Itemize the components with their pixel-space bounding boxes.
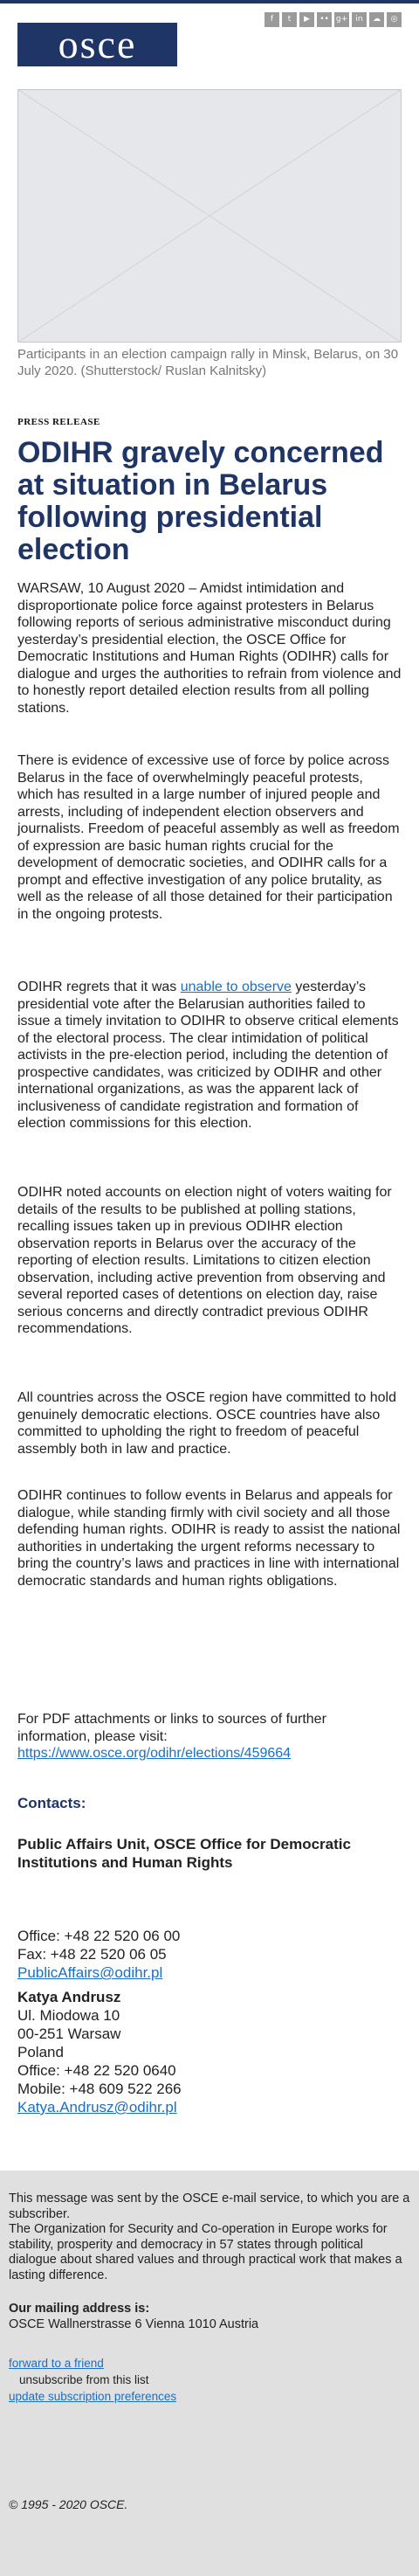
- public-affairs-contact: [17, 1798, 402, 1982]
- press-release-label: PRESS RELEASE: [17, 417, 100, 427]
- twitter-icon[interactable]: t: [282, 12, 297, 27]
- forward-to-friend-link[interactable]: forward to a friend: [9, 2357, 104, 2370]
- person-city: 00-251 Warsaw: [17, 2025, 121, 2042]
- hero-photo: [17, 89, 402, 343]
- person-contact: [17, 1988, 402, 2116]
- paragraph-3-lead: ODIHR regrets that it was: [17, 980, 181, 994]
- pdf-info: [17, 1711, 402, 1762]
- pdf-info-link[interactable]: https://www.osce.org/odihr/elections/459664: [17, 1746, 292, 1761]
- person-mobile: Mobile: +48 609 522 266: [17, 2081, 182, 2097]
- person-country: Poland: [17, 2044, 64, 2060]
- unable-to-observe-link[interactable]: unable to observe: [180, 980, 292, 994]
- unsubscribe-link[interactable]: unsubscribe from this list: [19, 2373, 149, 2386]
- footer-about: The Organization for Security and Co-operation in Europe works for stability, prosperity and democracy in 57 states through political dialogue about shared values and through practical work that makes a lasting difference.: [9, 2222, 402, 2282]
- mailing-address: OSCE Wallnerstrasse 6 Vienna 1010 Austria: [9, 2317, 259, 2331]
- pdf-info-text: For PDF attachments or links to sources of further information, please visit:: [17, 1712, 326, 1744]
- person-name: Katya Andrusz: [17, 1989, 121, 2005]
- article-paragraph-1: WARSAW, 10 August 2020 – Amidst intimidation and disproportionate police force against protesters in Belarus following reports of serious administrative misconduct during yesterday’s presidential election, the OSCE Office for Democratic Institutions and Human Rights (ODIHR) calls for dialogue and urges the authorities to refrain from violence and to honestly report detailed election results from all polling stations.: [17, 581, 402, 716]
- top-accent-bar: [0, 0, 419, 3]
- article-paragraph-3: [17, 979, 402, 1132]
- public-affairs-email-link[interactable]: PublicAffairs@odihr.pl: [17, 1964, 163, 1981]
- instagram-icon[interactable]: ◎: [387, 12, 402, 27]
- youtube-icon[interactable]: ▶: [299, 12, 314, 27]
- article-paragraph-6: ODIHR continues to follow events in Belarus and appeals for dialogue, while standing firmly with civil society and all those defending human rights. ODIHR is ready to assist the national authorities in undertaking the urgent reforms necessary to bring the country’s laws and practices in line with international democratic standards and human rights obligations.: [17, 1488, 401, 1589]
- article-paragraph-4: ODIHR noted accounts on election night of voters waiting for details of the results to be published at polling stations, recalling issues taken up in previous ODIHR election observation reports in Belarus over the accuracy of the reporting of election results. Limitations to citizen election observation, including active prevention from observing and several reported cases of detentions on election day, raise serious concerns and directly contradict previous ODIHR recommendations.: [17, 1185, 392, 1336]
- email-footer: [0, 2171, 419, 2576]
- article-paragraph-5: All countries across the OSCE region have committed to hold genuinely democratic elections. OSCE countries have also committed to upholding the right to freedom of peaceful assembly both in law and practice.: [17, 1390, 396, 1457]
- footer-notice: This message was sent by the OSCE e-mail service, to which you are a subscriber.: [9, 2192, 410, 2221]
- person-office: Office: +48 22 520 0640: [17, 2062, 176, 2079]
- linkedin-icon[interactable]: in: [352, 12, 367, 27]
- person-street: Ul. Miodowa 10: [17, 2007, 120, 2024]
- osce-logo[interactable]: [17, 23, 177, 66]
- soundcloud-icon[interactable]: ☁: [369, 12, 384, 27]
- googleplus-icon[interactable]: g+: [334, 12, 349, 27]
- photo-caption: Participants in an election campaign rally in Minsk, Belarus, on 30 July 2020. (Shutterstock/ Ruslan Kalnitsky): [17, 347, 399, 378]
- logo-text: osce: [58, 22, 137, 66]
- public-affairs-office: Office: +48 22 520 06 00: [17, 1928, 181, 1944]
- flickr-icon[interactable]: ••: [317, 12, 332, 27]
- facebook-icon[interactable]: f: [264, 12, 279, 27]
- update-preferences-link[interactable]: update subscription preferences: [9, 2390, 177, 2403]
- person-email-link[interactable]: Katya.Andrusz@odihr.pl: [17, 2099, 177, 2116]
- article-paragraph-2: There is evidence of excessive use of force by police across Belarus in the face of overwhelmingly peaceful protests, which has resulted in a large number of injured people and arrests, including of independent election observers and journalists. Freedom of peaceful assembly as well as freedom of expression are basic human rights crucial for the development of democratic societies, and ODIHR calls for a prompt and effective investigation of any police brutality, as well as the release of all those detained for their participation in the ongoing protests.: [17, 753, 400, 922]
- paragraph-3-body: yesterday’s presidential vote after the Belarusian authorities failed to issue a timely invitation to ODIHR to observe critical elements of the electoral process. The clear intimidation of political activists in the pre-election period, including the detention of prospective candidates, was criticized by ODIHR and other international organizations, as was the apparent lack of inclusiveness of candidate registration and formation of election commissions for this election.: [17, 980, 399, 1131]
- public-affairs-fax: Fax: +48 22 520 06 05: [17, 1946, 167, 1963]
- article-title: ODIHR gravely concerned at situation in Belarus following presidential election: [17, 436, 384, 566]
- mailing-heading: Our mailing address is:: [9, 2302, 150, 2316]
- copyright: © 1995 - 2020 OSCE.: [9, 2497, 128, 2511]
- public-affairs-name: Public Affairs Unit, OSCE Office for Democratic Institutions and Human Rights: [17, 1836, 351, 1871]
- social-icons: [264, 12, 402, 27]
- contacts-heading: Contacts:: [17, 1795, 86, 1811]
